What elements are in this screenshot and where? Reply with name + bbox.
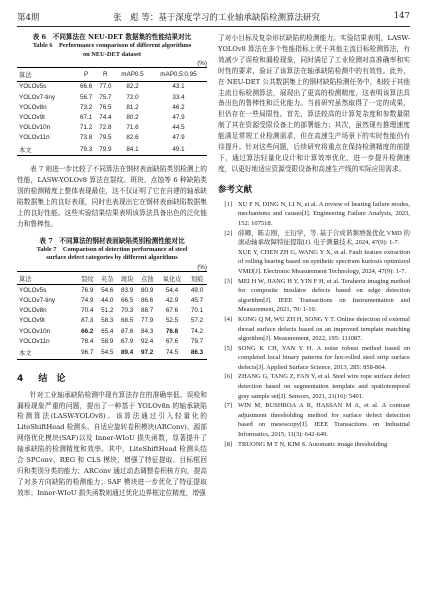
table7-cell: 70.1 <box>190 307 204 315</box>
table7-cell: 78.4 <box>81 337 94 345</box>
table6-header-cell: 算法 <box>17 68 77 82</box>
table-row <box>17 133 207 143</box>
table6-cell: 46.2 <box>172 103 185 111</box>
table7-cell: 67.9 <box>121 337 134 345</box>
reference-item <box>218 344 410 373</box>
reference-text: ZHANG G, TANG Z, FAN Y, et al. Steel wire rope surface defect detection based on segmentation template and spatiotemporal gray sample set[J]. Sensors, 2021, 21(16): 5401. <box>238 373 410 400</box>
table7-cell: 76.9 <box>81 286 94 294</box>
para-after-table6: 表 7 则进一步比较了不同算法在钢材表面缺陷类别检测上的性能，LASW-YOLOv8 算法在裂纹、斑块、点蚀等 6 种缺陷类别的检测精度上整体表现最佳，这不仅证明了它在自建的轴承缺陷数据集上的良好表现，同时也表现出它在钢材表面缺陷数据集上的良好性能。这些实验结果结果表明该算法具备出色的泛化能力和鲁棒性。 <box>17 165 207 228</box>
table7-cell: 86.6 <box>140 297 154 305</box>
running-title: 张 彪 等：基于深度学习的工业轴承缺陷检测算法研究 <box>113 13 320 23</box>
reference-number: [2] <box>224 229 232 237</box>
table6-cell: 49.1 <box>150 143 207 156</box>
reference-item <box>218 277 410 315</box>
table-row <box>17 112 207 122</box>
table6-cell: 73.2 <box>80 103 93 111</box>
table6-cell: 76.5 <box>99 103 112 111</box>
table7-cell: 51.2 <box>101 307 114 315</box>
reference-text: WIN M, BUSHROA A R, HASSAN M A, et al. A contrast adjustment thresholding method for surface defect detection based on mesoscopy[J]. IEEE Transactions on Industrial Informatics, 2015, 11(3): 642-649. <box>238 402 410 439</box>
table7-cell: YOLOv10n <box>19 327 51 335</box>
table7-cell: YOLOv9t <box>19 317 45 325</box>
table6-caption-cn: 表 6 不同算法在 NEU-DET 数据集的性能结果对比 <box>32 33 192 41</box>
table6-cell: 47.9 <box>172 113 185 121</box>
table7-cell: YOLOv5s <box>19 286 47 294</box>
table7-header-cell: 划痕 <box>187 271 207 285</box>
table6-cell: 77.0 <box>99 83 112 91</box>
reference-item <box>218 200 410 229</box>
table7-cell: 83.9 <box>121 286 134 294</box>
table6-cell: 44.5 <box>172 124 185 132</box>
table7-caption-en-1: Table 7 Comparison of detection performance of steel <box>36 245 188 253</box>
table7-cell: 79.7 <box>190 337 204 345</box>
table-row <box>17 306 207 316</box>
table6-caption-en-2: on NEU-DET dataset <box>82 50 142 58</box>
table7-cell: 87.6 <box>121 327 134 335</box>
table6-cell: 74.4 <box>99 113 112 121</box>
table7 <box>17 271 207 360</box>
reference-number: [8] <box>224 440 232 448</box>
table6-cell: 47.9 <box>172 134 185 142</box>
table-row <box>17 92 207 102</box>
reference-number: [5] <box>224 344 232 352</box>
table7-cell: 58.9 <box>101 337 114 345</box>
table7-unit: (%) <box>197 263 207 271</box>
table6-unit: (%) <box>197 60 207 68</box>
reference-number: [7] <box>224 402 232 410</box>
conclusion-continued: 了对小目标及复杂形状缺陷的检测能力。实验结果表明，LASW-YOLOv8 算法在多个性能指标上优于其他主流目标检测算法，有效减少了误检和漏检现象，同时满足了工业检测对高准确率和实时性的要求，验证了该算法在轴承缺陷检测中的有效性。此外，在 NEU-DET 公共数据集上的钢材缺陷检测任务中，相较于其他主流目标检测算法，展现出了更高的检测精度，这表明该算法具备出色的鲁棒性和泛化能力。当前研究虽然取得了一定的成果，但仍存在一些局限性。首先，算法较高的计算复杂度和参数量限制了其在资源受限设备上的部署能力；其次，虽然现有推理速度能满足常规工业检测需求，但在高速生产场景下的实时性能仍有待提升。针对这些问题，后续研究将重点在保持检测精度的前提下，通过算法轻量化设计和计算效率优化，进一步提升检测速度，以更好地适应资源受限设备和高速生产线的实际应用需求。 <box>218 34 410 173</box>
table7-cell: 92.4 <box>140 337 154 345</box>
table6-cell: 66.6 <box>80 83 93 91</box>
table7-header-cell: 算法 <box>17 271 77 285</box>
table7-cell: 76.8 <box>165 327 179 335</box>
reference-text: TRUONG M T N, KIM S. Automatic image thresholding <box>238 440 388 448</box>
table7-cell: 58.3 <box>101 317 114 325</box>
table6-cell: YOLOv5s <box>19 83 47 91</box>
page-header <box>17 11 410 27</box>
table6-cell: 80.2 <box>126 113 139 121</box>
table6-cell: 75.7 <box>99 93 112 101</box>
table7-caption-en-2: surface defect categories by different algorithms <box>46 254 178 262</box>
reference-text: MEI H W, JIANG H Y, YIN F H, et al. Terahertz imaging method for composite insulator defects based on edge detection algorithm[J]. IEEE Transactions on Instrumentation and Measurement, 2021, 70: 1-10. <box>238 277 410 314</box>
left-column <box>17 33 207 499</box>
page-number: 147 <box>393 11 410 21</box>
conclusion-paragraph: 针对工业轴承缺陷检测中现有算法存在的准确率低、误检和漏检现象严重的问题，提出了一种基于 YOLOv8n 的轴承缺陷检测算法(LASW-YOLOv8)。该算法通过引入轻量化的 LiteShiftHead 检测头、自适应旋转卷积模块(ARConv)、源部网络优化模块(SAF)以及 Inner-WIoU 损失函数，显著提升了轴承缺陷的检测精度和效率。其中，LiteShiftHead 检测头结合 SPConv、REG 和 CLS 模块，增强了特征提取、目标框回归和类别分类的能力；ARConv 通过动态调整卷积核方向，提高了对多方向缺陷的检测能力；SAF 模块进一步优化了特征提取效率；Inner-WIoU 损失函数则通过优化边界框定位精度，增强 <box>17 390 207 497</box>
reference-number: [1] <box>224 200 232 208</box>
reference-item <box>218 229 410 248</box>
table7-cell: 96.7 <box>77 346 97 359</box>
table6-cell: 84.1 <box>115 143 150 156</box>
table7-cell: 本文 <box>17 346 77 359</box>
table7-cell: 44.0 <box>101 297 114 305</box>
table7-cell: 88.7 <box>140 307 154 315</box>
table6-cell: 79.3 <box>77 143 96 156</box>
references-title: 参考文献 <box>218 184 253 195</box>
reference-text: XU F N, DING N, LI N, et al. A review of bearing failure modes, mechanisms and causes[J]. Engineering Failure Analysis, 2023, 152: 107518. <box>238 200 410 227</box>
section-number: 4 <box>17 373 24 384</box>
table6-cell: 43.1 <box>172 83 185 91</box>
table6-header-cell: P <box>77 68 96 82</box>
table-row <box>17 316 207 326</box>
table7-cell: 66.2 <box>81 327 94 335</box>
table7-cell: 77.9 <box>140 317 154 325</box>
right-column <box>218 33 410 449</box>
table7-header-cell: 氧化皮 <box>157 271 187 285</box>
table7-cell: 70.4 <box>81 307 94 315</box>
table7-cell: YOLOv7-tiny <box>19 297 56 305</box>
table7-header-cell: 夹杂 <box>97 271 117 285</box>
table-row <box>17 336 207 346</box>
table-row <box>17 285 207 296</box>
reference-number: [4] <box>224 315 232 323</box>
reference-text: 薛卿，陈志刚，王衍学，等. 基于合成谐频增强优化 VMD 的滚动轴承故障特征提取[J]. 电子测量技术, 2024, 47(9): 1-7. <box>238 229 410 247</box>
table6-cell: YOLOv8n <box>19 103 47 111</box>
table6-cell: 72.0 <box>126 93 139 101</box>
table6-cell: 33.4 <box>172 93 185 101</box>
table7-cell: 68.5 <box>121 317 134 325</box>
table7-cell: YOLOv11n <box>19 337 50 345</box>
section-title: 结 论 <box>38 373 66 384</box>
table6-cell: 71.6 <box>126 124 139 132</box>
table7-cell: 67.6 <box>165 307 179 315</box>
table7-cell: 42.9 <box>165 297 179 305</box>
table7-cell: 49.0 <box>190 286 204 294</box>
table-row <box>17 143 207 156</box>
table7-cell: 80.9 <box>140 286 154 294</box>
table7-cell: 57.2 <box>190 317 204 325</box>
reference-number <box>218 248 238 277</box>
table6-caption-en-1: Table 6 Performance comparison of different algorithms <box>32 42 192 49</box>
table-row <box>17 346 207 359</box>
table6-cell: YOLOv9t <box>19 113 45 121</box>
table-row <box>17 102 207 112</box>
table6-cell: 79.9 <box>96 143 115 156</box>
table-row <box>17 296 207 306</box>
table7-cell: 87.3 <box>81 317 94 325</box>
table6 <box>17 67 207 156</box>
table7-cell: 97.2 <box>137 346 157 359</box>
table7-cell: 74.2 <box>190 327 204 335</box>
table6-cell: 73.8 <box>80 134 93 142</box>
table7-header-cell: 斑块 <box>117 271 137 285</box>
reference-item <box>218 315 410 344</box>
table7-cell: 54.6 <box>101 286 114 294</box>
table-row <box>17 123 207 133</box>
table6-header-cell: mAP0.5 <box>115 68 150 82</box>
reference-item <box>218 401 410 439</box>
table7-cell: 89.4 <box>117 346 137 359</box>
references-list <box>218 200 410 449</box>
table7-header-cell: 裂纹 <box>77 271 97 285</box>
table6-cell: 82.6 <box>126 134 139 142</box>
table7-cell: 74.9 <box>81 297 94 305</box>
table7-header-cell: 点蚀 <box>137 271 157 285</box>
table-row <box>17 326 207 336</box>
table7-cell: 86.3 <box>187 346 207 359</box>
table6-cell: YOLOv7-tiny <box>19 93 56 101</box>
reference-text: KONG Q M, WU ZH H, SONG Y T. Online detection of external thread surface defects based on an improved template matching algorithm[J]. Measurement, 2022, 195: 111087. <box>238 315 410 343</box>
table6-cell: 71.2 <box>80 124 93 132</box>
table6-cell: 81.2 <box>126 103 139 111</box>
table7-cell: 52.5 <box>165 317 179 325</box>
table7-cell: 67.6 <box>165 337 179 345</box>
table6-header-cell: mAP0.5:0.95 <box>150 68 207 82</box>
table6-cell: 82.2 <box>126 83 139 91</box>
table7-cell: 74.5 <box>157 346 187 359</box>
table6-header-cell: R <box>96 68 115 82</box>
table7-caption-cn: 表 7 不同算法的钢材表面缺陷类别检测性能对比 <box>39 236 185 245</box>
table7-cell: 84.3 <box>140 327 154 335</box>
table7-cell: YOLOv8n <box>19 307 47 315</box>
reference-item <box>218 372 410 401</box>
reference-number: [6] <box>224 373 232 381</box>
section-heading <box>17 371 207 384</box>
reference-number: [3] <box>224 277 232 285</box>
table6-cell: 本文 <box>17 143 77 156</box>
table7-cell: 54.4 <box>165 286 179 294</box>
table7-cell: 66.5 <box>121 297 134 305</box>
table6-cell: YOLOv10n <box>19 124 51 132</box>
reference-text: SONG K CH, YAN Y H. A noise robust method based on completed local binary patterns for hot-rolled steel strip surface defects[J]. Applied Surface Science, 2013, 285: 858-864. <box>238 344 410 371</box>
reference-item <box>218 440 410 450</box>
table6-cell: 79.5 <box>99 134 112 142</box>
table6-cell: 56.7 <box>80 93 93 101</box>
reference-text: XUE Y, CHEN ZH G, WANG Y X, et al. Fault feature extraction of rolling bearing based on synthetic spectrum kurtosis optimized VMD[J]. Electronic Measurement Technology, 2024, 47(9): 1-7. <box>238 248 410 275</box>
reference-item <box>218 248 410 277</box>
table-row <box>17 81 207 92</box>
table6-cell: YOLOv11n <box>19 134 50 142</box>
table7-cell: 65.4 <box>101 327 114 335</box>
table6-cell: 67.1 <box>80 113 93 121</box>
table7-cell: 70.3 <box>121 307 134 315</box>
table6-cell: 72.8 <box>99 124 112 132</box>
table7-cell: 54.5 <box>97 346 117 359</box>
table7-cell: 45.7 <box>190 297 204 305</box>
journal-issue: 第4期 <box>17 13 40 23</box>
